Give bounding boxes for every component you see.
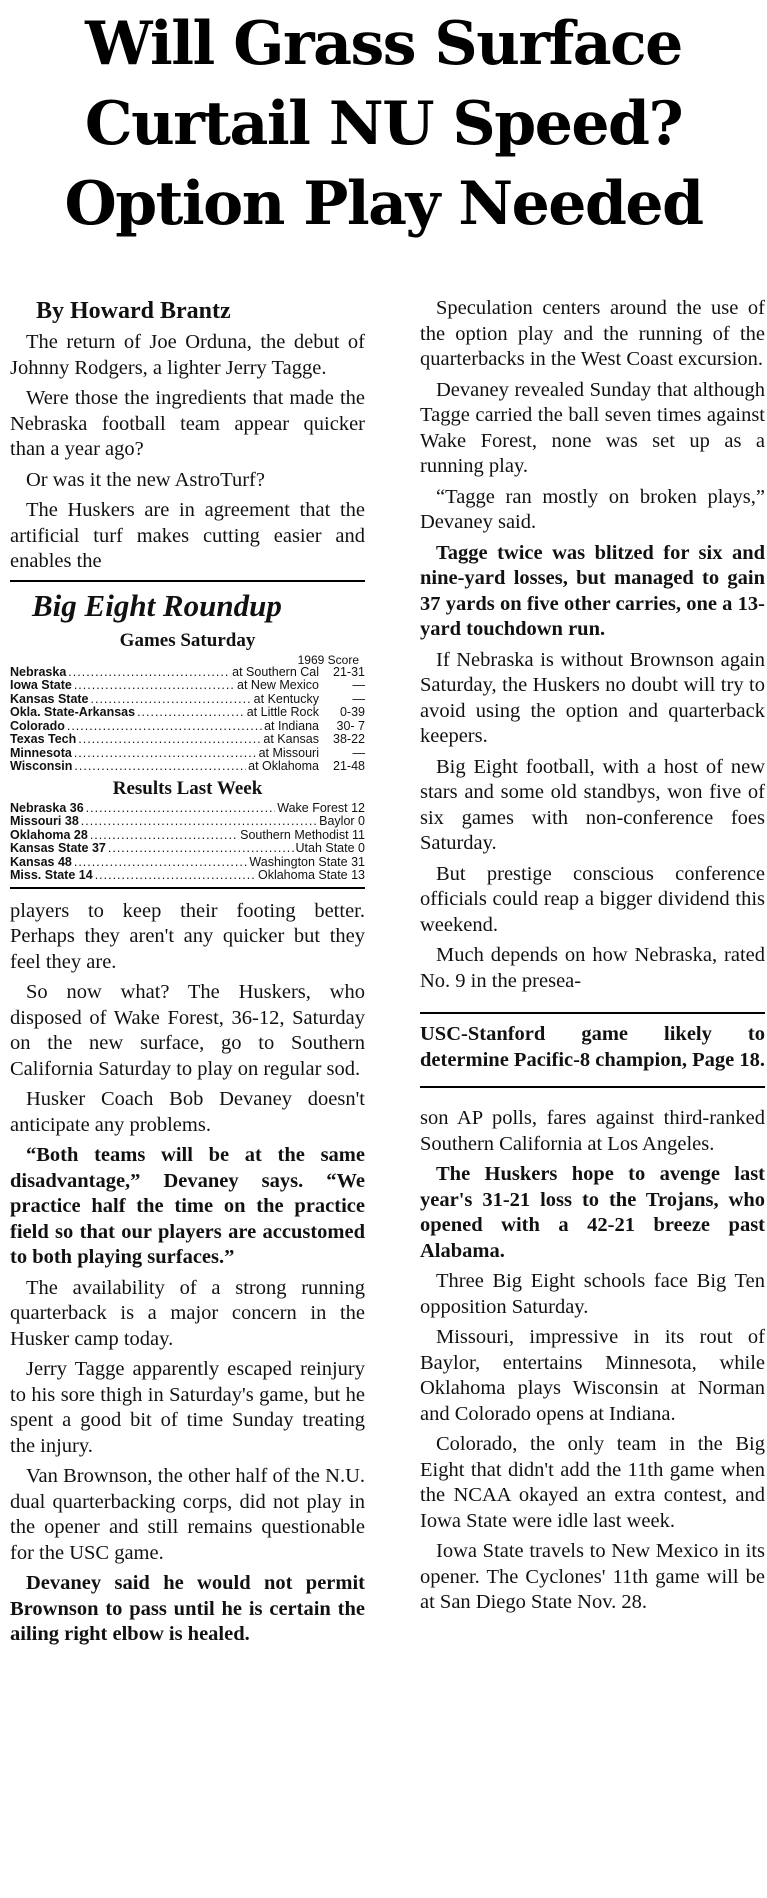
game-home: Okla. State-Arkansas — [10, 705, 136, 719]
result-row — [10, 802, 365, 816]
game-home: Colorado — [10, 718, 65, 733]
right-bottom-text — [420, 1106, 765, 1616]
game-score: — — [352, 678, 365, 692]
leader-dots — [74, 747, 257, 761]
result-loser: Oklahoma State 13 — [257, 868, 365, 882]
result-winner: Miss. State 14 — [10, 868, 93, 882]
article-paragraph: players to keep their footing better. Perhaps they aren't any quicker but they feel they are. — [10, 899, 365, 973]
article-paragraph: Were those the ingredients that made the Nebraska football team appear quicker than a year ago? — [10, 387, 365, 460]
leader-dots — [74, 679, 235, 693]
game-home: Minnesota — [10, 745, 72, 760]
article-paragraph: Speculation centers around the use of the option play and the running of the quarterbacks in the West Coast excursion. — [420, 297, 765, 370]
leader-dots — [95, 869, 256, 883]
game-away: at Oklahoma — [248, 759, 319, 773]
game-away: at Kansas — [263, 732, 319, 746]
result-loser: Utah State 0 — [295, 841, 365, 855]
game-score: 21-31 — [333, 664, 365, 679]
game-row — [10, 666, 365, 680]
article-paragraph: Big Eight football, with a host of new stars and some old standbys, won five of six games with non-conference foes Saturday. — [420, 755, 765, 854]
roundup-box — [10, 580, 365, 889]
game-score: 38-22 — [333, 732, 365, 746]
article-paragraph: Husker Coach Bob Devaney doesn't anticipate any problems. — [10, 1088, 365, 1136]
game-home: Kansas State — [10, 691, 89, 706]
left-top-text — [10, 330, 365, 575]
article-paragraph: But prestige conscious conference officials could reap a bigger dividend this weekend. — [420, 862, 765, 936]
games-list — [10, 666, 365, 774]
game-row — [10, 747, 365, 761]
result-winner: Oklahoma 28 — [10, 827, 88, 842]
reference-box — [420, 1012, 765, 1088]
left-bottom-text — [10, 899, 365, 1648]
leader-dots — [90, 829, 238, 843]
article-columns — [10, 296, 765, 1898]
results-list — [10, 802, 365, 883]
article-paragraph: Tagge twice was blitzed for six and nine-yard losses, but managed to gain 37 yards on five other carries, one a 13-yard touchdown run. — [420, 541, 765, 640]
leader-dots — [86, 802, 276, 816]
result-winner: Nebraska 36 — [10, 800, 84, 815]
game-away: at Little Rock — [246, 705, 319, 719]
score-heading: 1969 Score — [297, 652, 359, 667]
game-away: at Kentucky — [253, 691, 319, 706]
game-row — [10, 679, 365, 693]
result-row — [10, 815, 365, 829]
game-away: at Southern Cal — [232, 664, 319, 679]
leader-dots — [91, 693, 252, 707]
article-paragraph: Missouri, impressive in its rout of Baylor, entertains Minnesota, while Oklahoma plays Wisconsin at Norman and Colorado opens at Indiana. — [420, 1326, 765, 1425]
article-paragraph: The Huskers hope to avenge last year's 31-21 loss to the Trojans, who opened with a 42-21 breeze past Alabama. — [420, 1163, 765, 1262]
article-paragraph: Jerry Tagge apparently escaped reinjury to his sore thigh in Saturday's game, but he spent a good bit of time Sunday treating the injury. — [10, 1358, 365, 1457]
result-loser: Washington State 31 — [249, 854, 365, 869]
game-home: Iowa State — [10, 678, 72, 692]
game-away: at Missouri — [258, 745, 319, 760]
result-loser: Baylor 0 — [319, 814, 365, 828]
game-away: at New Mexico — [237, 678, 319, 692]
games-heading: Games Saturday — [119, 629, 256, 651]
game-score: 30- 7 — [336, 718, 365, 733]
leader-dots — [81, 815, 317, 829]
article-paragraph: The Huskers are in agreement that the artificial turf makes cutting easier and enables the — [10, 499, 365, 572]
headline-line-2: Curtail NU Speed? — [84, 89, 683, 159]
leader-dots — [137, 706, 245, 720]
game-score: 21-48 — [333, 759, 365, 773]
article-paragraph: “Tagge ran mostly on broken plays,” Devaney said. — [420, 485, 765, 533]
article-paragraph: Devaney revealed Sunday that although Tagge carried the ball seven times against Wake Forest, none was set up as a running play. — [420, 378, 765, 477]
result-loser: Wake Forest 12 — [277, 800, 365, 815]
article-paragraph: If Nebraska is without Brownson again Saturday, the Huskers no doubt will try to avoid using the option and quarterback keepers. — [420, 648, 765, 747]
result-winner: Missouri 38 — [10, 814, 79, 828]
headline-line-1: Will Grass Surface — [85, 9, 682, 79]
results-heading: Results Last Week — [112, 777, 263, 799]
article-paragraph: Or was it the new AstroTurf? — [26, 468, 265, 491]
reference-text: USC-Stanford game likely to determine Pacific-8 champion, Page 18. — [420, 1023, 765, 1071]
game-row — [10, 720, 365, 734]
leader-dots — [78, 733, 261, 747]
game-away: at Indiana — [264, 718, 319, 733]
article-paragraph: Devaney said he would not permit Brownson to pass until he is certain the ailing right elbow is healed. — [10, 1572, 365, 1645]
article-paragraph: Van Brownson, the other half of the N.U. dual quarterbacking corps, did not play in the opener and still remains questionable for the USC game. — [10, 1465, 365, 1564]
article-paragraph: Colorado, the only team in the Big Eight that didn't add the 11th game when the NCAA okayed an extra contest, and Iowa State were idle last week. — [420, 1433, 765, 1532]
game-home: Wisconsin — [10, 759, 73, 773]
leader-dots — [68, 666, 230, 680]
leader-dots — [67, 720, 262, 734]
game-row — [10, 693, 365, 707]
roundup-title: Big Eight Roundup — [32, 587, 282, 623]
result-row — [10, 856, 365, 870]
article-paragraph: The availability of a strong running quarterback is a major concern in the Husker camp today. — [10, 1276, 365, 1350]
headline — [10, 0, 757, 244]
leader-dots — [74, 856, 248, 870]
left-column — [10, 296, 365, 1898]
article-paragraph: “Both teams will be at the same disadvantage,” Devaney says. “We practice half the time on the practice field so that our players are accustomed to both playing surfaces.” — [10, 1144, 365, 1268]
result-row — [10, 869, 365, 883]
game-score: — — [352, 691, 365, 706]
game-score: — — [352, 745, 365, 760]
result-winner: Kansas 48 — [10, 854, 72, 869]
game-score: 0-39 — [339, 705, 365, 719]
game-home: Texas Tech — [10, 732, 77, 746]
leader-dots — [108, 842, 294, 856]
byline: By Howard Brantz — [36, 298, 231, 324]
article-paragraph: son AP polls, fares against third-ranked Southern California at Los Angeles. — [420, 1107, 765, 1155]
article-paragraph: Iowa State travels to New Mexico in its opener. The Cyclones' 11th game will be at San Diego State Nov. 28. — [420, 1540, 765, 1613]
article-paragraph: The return of Joe Orduna, the debut of Johnny Rodgers, a lighter Jerry Tagge. — [10, 331, 365, 379]
result-winner: Kansas State 37 — [10, 841, 106, 855]
game-row — [10, 760, 365, 774]
right-top-text — [420, 296, 765, 994]
article-paragraph: Three Big Eight schools face Big Ten opposition Saturday. — [420, 1270, 765, 1318]
right-column — [420, 296, 765, 1898]
article-paragraph: So now what? The Huskers, who disposed of Wake Forest, 36-12, Saturday on the new surface, go to Southern California Saturday to play on regular sod. — [10, 981, 365, 1080]
game-home: Nebraska — [10, 664, 67, 679]
game-row — [10, 706, 365, 720]
result-row — [10, 842, 365, 856]
leader-dots — [74, 760, 246, 774]
article-paragraph: Much depends on how Nebraska, rated No. 9 in the presea- — [420, 944, 765, 992]
game-row — [10, 733, 365, 747]
headline-line-3: Option Play Needed — [64, 169, 703, 239]
result-loser: Southern Methodist 11 — [240, 827, 365, 842]
result-row — [10, 829, 365, 843]
